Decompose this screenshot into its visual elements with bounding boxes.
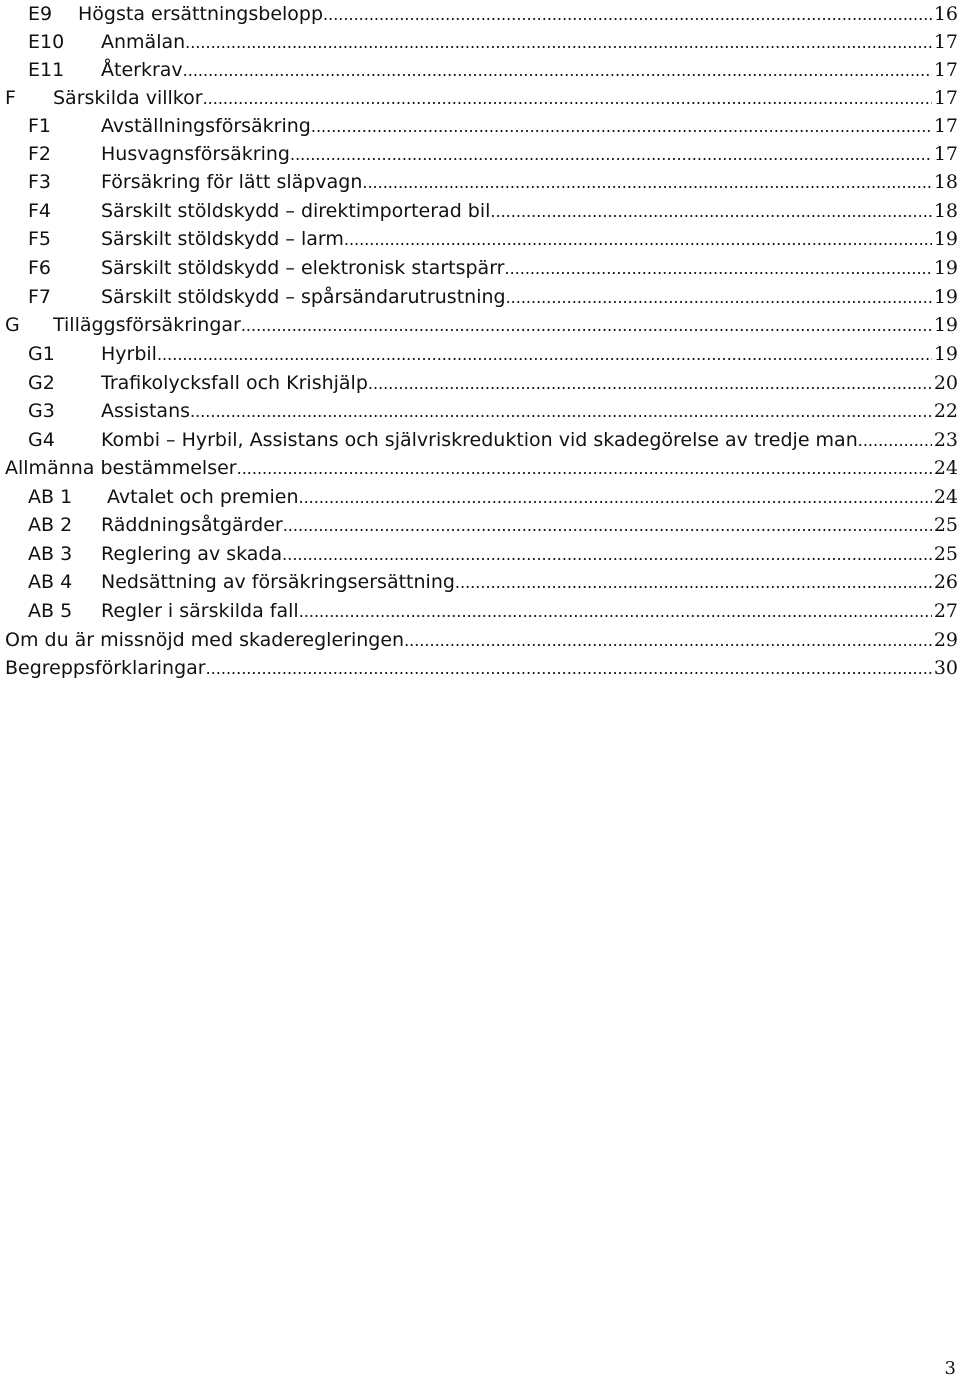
toc-entry: [53, 311, 932, 340]
toc-entry: [101, 540, 932, 569]
toc-title: Om du är missnöjd med skaderegleringen: [5, 629, 405, 651]
toc-leader-dots: [299, 598, 932, 626]
toc-entry: [101, 197, 932, 226]
toc-page-number: 23: [933, 429, 958, 451]
toc-leader-dots: [311, 113, 932, 141]
toc-row[interactable]: [0, 112, 960, 140]
toc-title: Särskilt stöldskydd – elektronisk startspärr: [101, 257, 505, 279]
toc-page-number: 24: [933, 486, 958, 508]
toc-leader-dots: [506, 284, 932, 312]
toc-page-number: 29: [933, 629, 958, 651]
toc-leader-dots: [344, 226, 932, 254]
toc-code: F7: [28, 286, 52, 308]
toc-entry: [101, 283, 932, 312]
toc-entry: [101, 112, 932, 141]
toc-entry: [101, 511, 932, 540]
toc-page-number: 27: [933, 600, 958, 622]
toc-code: AB 5: [28, 600, 73, 622]
toc-leader-dots: [290, 141, 932, 169]
toc-leader-dots: [404, 627, 932, 655]
toc-title: Husvagnsförsäkring: [101, 143, 290, 165]
toc-row[interactable]: [0, 0, 960, 28]
toc-title: Regler i särskilda fall: [101, 600, 299, 622]
toc-page-number: 19: [933, 286, 958, 308]
toc-page-number: 17: [933, 87, 958, 109]
toc-code: F5: [28, 228, 52, 250]
toc-row[interactable]: [0, 168, 960, 196]
toc-leader-dots: [157, 341, 932, 369]
toc-title: Nedsättning av försäkringsersättning: [101, 571, 455, 593]
toc-code: AB 3: [28, 543, 73, 565]
toc-row[interactable]: [0, 511, 960, 539]
toc-code: AB 2: [28, 514, 73, 536]
toc-entry: [101, 597, 932, 626]
toc-leader-dots: [299, 484, 933, 512]
toc-page-number: 18: [933, 200, 958, 222]
toc-title: Försäkring för lätt släpvagn: [101, 171, 363, 193]
toc-title: Särskilda villkor: [53, 87, 203, 109]
toc-code: AB 4: [28, 571, 73, 593]
toc-entry: [5, 454, 932, 483]
toc-title: Återkrav: [101, 59, 183, 81]
toc-row[interactable]: [0, 397, 960, 425]
toc-entry: [101, 168, 932, 197]
toc-code: F: [5, 87, 16, 109]
toc-title: Avtalet och premien: [107, 486, 299, 508]
toc-code: G1: [28, 343, 55, 365]
toc-page-number: 17: [933, 115, 958, 137]
toc-page-number: 30: [933, 657, 958, 679]
toc-row[interactable]: [0, 311, 960, 339]
toc-title: Hyrbil: [101, 343, 157, 365]
toc-code: F3: [28, 171, 52, 193]
toc-entry: [101, 568, 932, 597]
toc-code: F4: [28, 200, 52, 222]
toc-entry: [101, 254, 932, 283]
toc-leader-dots: [203, 85, 932, 113]
toc-leader-dots: [185, 29, 932, 57]
toc-page-number: 19: [933, 343, 958, 365]
toc-row[interactable]: [0, 283, 960, 311]
toc-title: Avställningsförsäkring: [101, 115, 311, 137]
toc-leader-dots: [323, 1, 932, 29]
toc-row[interactable]: [0, 654, 960, 682]
toc-title: Högsta ersättningsbelopp: [78, 3, 324, 25]
toc-page-number: 20: [933, 372, 958, 394]
toc-page-number: 17: [933, 31, 958, 53]
toc-title: Kombi – Hyrbil, Assistans och självriskreduktion vid skadegörelse av tredje man: [101, 429, 858, 451]
page-number: 3: [944, 1358, 956, 1379]
toc-code: E11: [28, 59, 65, 81]
toc-page-number: 18: [933, 171, 958, 193]
toc-entry: [101, 225, 932, 254]
toc-leader-dots: [362, 169, 932, 197]
toc-row[interactable]: [0, 140, 960, 168]
toc-page-number: 25: [933, 543, 958, 565]
toc-row[interactable]: [0, 540, 960, 568]
toc-leader-dots: [237, 455, 932, 483]
toc-row[interactable]: [0, 225, 960, 253]
toc-page-number: 17: [933, 143, 958, 165]
toc-page-number: 19: [933, 314, 958, 336]
toc-row[interactable]: [0, 597, 960, 625]
toc-leader-dots: [368, 370, 932, 398]
toc-row[interactable]: [0, 84, 960, 112]
toc-entry: [101, 28, 932, 57]
toc-leader-dots: [490, 198, 932, 226]
toc-page-number: 17: [933, 59, 958, 81]
toc-row[interactable]: [0, 626, 960, 654]
toc-row[interactable]: [0, 254, 960, 282]
toc-page-number: 25: [933, 514, 958, 536]
toc-page-number: 16: [933, 3, 958, 25]
toc-title: Särskilt stöldskydd – spårsändarutrustning: [101, 286, 506, 308]
toc-entry: [101, 340, 932, 369]
toc-leader-dots: [504, 255, 932, 283]
toc-leader-dots: [282, 541, 932, 569]
toc-leader-dots: [858, 427, 932, 455]
toc-title: Särskilt stöldskydd – larm: [101, 228, 344, 250]
toc-code: F1: [28, 115, 52, 137]
toc-leader-dots: [183, 57, 932, 85]
toc-row[interactable]: [0, 454, 960, 482]
toc-row[interactable]: [0, 340, 960, 368]
toc-entry: [101, 56, 932, 85]
toc-row[interactable]: [0, 369, 960, 397]
toc-leader-dots: [206, 655, 932, 683]
toc-title: Begreppsförklaringar: [5, 657, 206, 679]
toc-row[interactable]: [0, 28, 960, 56]
toc-entry: [101, 369, 932, 398]
toc-title: Reglering av skada: [101, 543, 283, 565]
toc-row[interactable]: [0, 197, 960, 225]
toc-entry: [5, 626, 932, 655]
toc-title: Särskilt stöldskydd – direktimporterad bil: [101, 200, 491, 222]
toc-leader-dots: [190, 398, 932, 426]
toc-entry: [101, 426, 932, 455]
toc-row[interactable]: [0, 426, 960, 454]
toc-page-number: 22: [933, 400, 958, 422]
toc-code: G3: [28, 400, 55, 422]
toc-leader-dots: [241, 312, 932, 340]
toc-code: E9: [28, 3, 53, 25]
toc-code: G2: [28, 372, 55, 394]
toc-title: Anmälan: [101, 31, 186, 53]
toc-row[interactable]: [0, 483, 960, 511]
toc-title: Räddningsåtgärder: [101, 514, 283, 536]
toc-page-number: 19: [933, 228, 958, 250]
toc-code: G4: [28, 429, 55, 451]
toc-code: F6: [28, 257, 52, 279]
toc-row[interactable]: [0, 568, 960, 596]
toc-title: Tilläggsförsäkringar: [53, 314, 241, 336]
toc-entry: [53, 84, 932, 113]
toc-entry: [5, 654, 932, 683]
toc-title: Assistans: [101, 400, 191, 422]
toc-page-number: 26: [933, 571, 958, 593]
toc-code: F2: [28, 143, 52, 165]
toc-entry: [101, 397, 932, 426]
toc-page-number: 24: [933, 457, 958, 479]
toc-leader-dots: [283, 512, 932, 540]
toc-code: G: [5, 314, 20, 336]
toc-entry: [101, 140, 932, 169]
toc-title: Trafikolycksfall och Krishjälp: [101, 372, 368, 394]
toc-page-number: 19: [933, 257, 958, 279]
toc-title: Allmänna bestämmelser: [5, 457, 237, 479]
toc-code: AB 1: [28, 486, 73, 508]
toc-code: E10: [28, 31, 65, 53]
toc-entry: [78, 0, 932, 29]
toc-row[interactable]: [0, 56, 960, 84]
toc-leader-dots: [455, 569, 932, 597]
toc-entry: [107, 483, 932, 512]
